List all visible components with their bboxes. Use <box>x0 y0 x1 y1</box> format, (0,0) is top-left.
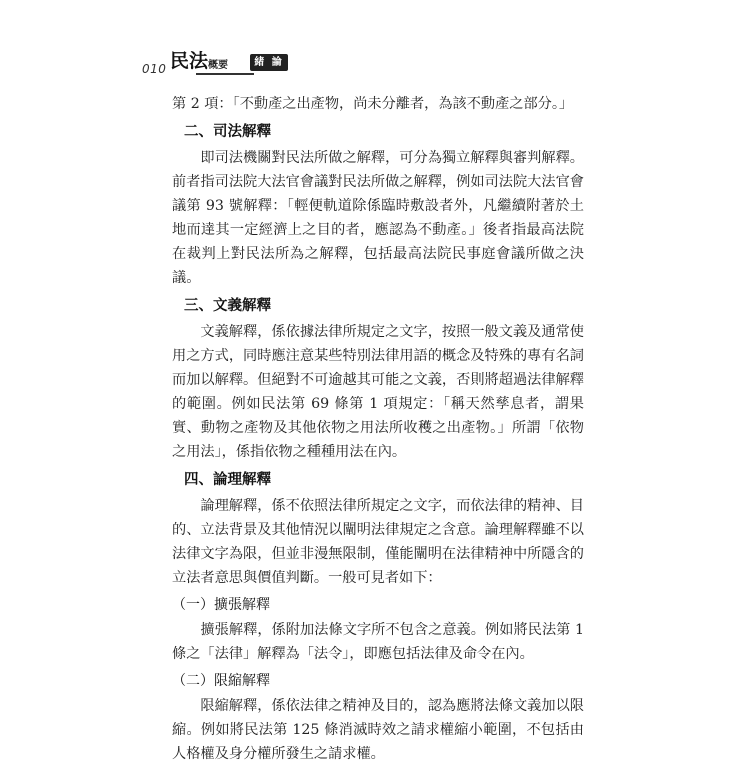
page-number: 010 <box>142 62 167 76</box>
book-subtitle: 概要 <box>208 60 228 71</box>
section3-paragraph: 文義解釋，係依據法律所規定之文字，按照一般文義及通常使用之方式，同時應注意某些特別法律用語的概念及特殊的專有名詞而加以解釋。但絕對不可逾越其可能之文義，否則將超過法律解釋的範圍。例如民法第 69 條第 1 項規定：「稱天然孳息者，謂果實、動物之產物及其他依物之用法所收穫之出產物。」所謂「依物之用法」，係指依物之種種用法在內。 <box>172 324 584 460</box>
book-title: 民法 <box>170 50 209 72</box>
subsection2-paragraph: 限縮解釋，係依法律之精神及目的，認為應將法條文義加以限縮。例如將民法第 125 條消滅時效之請求權縮小範圍，不包括由人格權及身分權所發生之請求權。 <box>172 698 584 762</box>
page-body <box>172 92 584 766</box>
subsection1-heading: （一）擴張解釋 <box>172 597 270 613</box>
chapter-badge: 緒 論 <box>250 54 288 71</box>
section3-heading: 三、文義解釋 <box>184 298 271 314</box>
section4-paragraph: 論理解釋，係不依照法律所規定之文字，而依法律的精神、目的、立法背景及其他情況以闡明法律規定之含意。論理解釋雖不以法律文字為限，但並非漫無限制，僅能闡明在法律精神中所隱含的立法者意思與價值判斷。一般可見者如下： <box>172 498 584 586</box>
item2-text: 第 2 項：「不動產之出產物，尚未分離者，為該不動產之部分。」 <box>172 96 574 112</box>
section2-heading: 二、司法解釋 <box>184 124 271 140</box>
section4-heading: 四、論理解釋 <box>184 472 271 488</box>
section2-paragraph: 即司法機關對民法所做之解釋，可分為獨立解釋與審判解釋。前者指司法院大法官會議對民法所做之解釋，例如司法院大法官會議第 93 號解釋：「輕便軌道除係臨時敷設者外，凡繼續附著於土地而達其一定經濟上之目的者，應認為不動產。」後者指最高法院在裁判上對民法所為之解釋，包括最高法院民事庭會議所做之決議。 <box>172 150 584 286</box>
page-header <box>142 44 302 80</box>
subsection2-heading: （二）限縮解釋 <box>172 673 270 689</box>
subsection1-paragraph: 擴張解釋，係附加法條文字所不包含之意義。例如將民法第 1 條之「法律」解釋為「法令」，即應包括法律及命令在內。 <box>172 622 584 662</box>
header-rule <box>196 73 254 75</box>
